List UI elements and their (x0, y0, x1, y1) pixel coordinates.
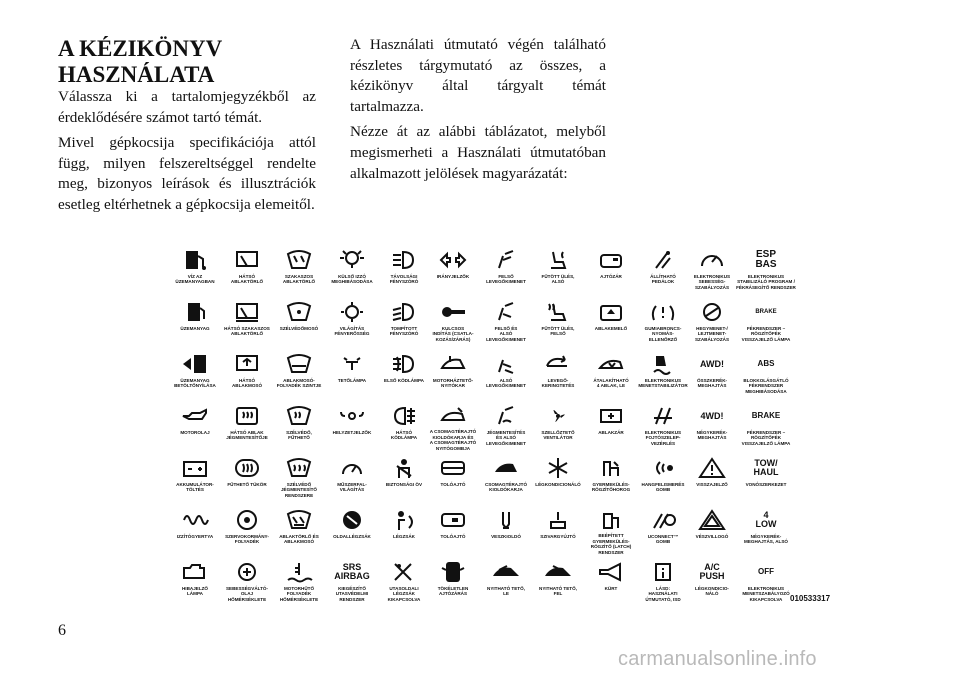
symbol-label: FELSŐ ÉS ALSÓ LEVEGŐKIMENET (486, 326, 526, 342)
symbol-label: VILÁGÍTÁS FÉNYERŐSSÉG (334, 326, 370, 337)
symbol-text: SRS AIRBAG (334, 562, 370, 581)
symbol-text: OFF (758, 567, 774, 576)
warning-symbol-icon (332, 507, 372, 533)
symbol-label: HÁTSÓ ABLAKTÖRLŐ (230, 274, 264, 285)
symbol-label: BIZTONSÁGI ÖV (385, 482, 423, 487)
symbol-label: ABLAKEMELŐ (594, 326, 628, 331)
symbol-label: ELSŐ KÖDLÁMPA (384, 378, 424, 383)
warning-symbol-icon (433, 351, 473, 377)
symbol-label: HÁTSÓ ABLAKMOSÓ (231, 378, 263, 389)
symbol-label: ELEKTRONIKUS SEBESSÉG- SZABÁLYOZÁS (693, 274, 731, 290)
warning-symbol-icon (384, 351, 424, 377)
symbol-label: TÁVOLSÁGI FÉNYSZÓRÓ (389, 274, 419, 285)
warning-symbol-icon (643, 507, 683, 533)
symbol-label: OLDALLÉGZSÁK (333, 534, 371, 539)
symbol-label: SZERVOKORMÁNY- FOLYADÉK (225, 534, 269, 545)
warning-symbol-icon (538, 247, 578, 273)
warning-symbol-icon (227, 351, 267, 377)
symbol-cell (733, 403, 799, 451)
symbol-label: SZIVARGYÚJTÓ (540, 534, 576, 539)
symbol-label: ELEKTRONIKUS FOJTÓSZELEP- VEZÉRLÉS (644, 430, 682, 446)
warning-symbol-icon (227, 247, 267, 273)
symbol-label: MOTORHŰTŐ FOLYADÉK HŐMÉRSÉKLETE (279, 586, 319, 602)
warning-symbol-icon (643, 455, 683, 481)
symbol-label: SEBESSÉGVÁLTÓ- OLAJ HŐMÉRSÉKLETE (225, 586, 269, 602)
watermark: carmanualsonline.info (618, 648, 817, 670)
warning-symbol-icon (746, 455, 786, 481)
warning-symbol-icon (433, 299, 473, 325)
symbol-text: ABS (757, 359, 775, 368)
warning-symbol-icon (486, 559, 526, 585)
warning-symbol-icon (279, 351, 319, 377)
warning-symbol-icon (591, 559, 631, 585)
warning-symbol-icon (433, 247, 473, 273)
warning-symbol-icon (279, 247, 319, 273)
page-number: 6 (58, 622, 66, 639)
symbol-label: HEGYMENET-/ LEJTMENET- SZABÁLYOZÁS (694, 326, 730, 342)
symbol-label: MOTOROLAJ (180, 430, 210, 435)
warning-symbol-icon (591, 247, 631, 273)
symbol-label: ÁLLÍTHATÓ PEDÁLOK (650, 274, 676, 285)
warning-symbol-icon (279, 403, 319, 429)
warning-symbol-icon (175, 455, 215, 481)
symbol-label: AJTÓZÁR (600, 274, 622, 279)
symbol-label: FÉKRENDSZER – RÖGZÍTŐFÉK VISSZAJELZŐ LÁMPA (741, 326, 791, 342)
warning-symbol-icon (384, 559, 424, 585)
paragraph: Nézze át az alábbi táblázatot, melyből megismerheti a Használati útmutatóban alkalmazott jelölések magyarázatát: (350, 123, 606, 182)
symbol-label: GYERMEKÜLÉS- RÖGZÍTŐHOROG (591, 482, 631, 493)
warning-symbol-icon (591, 507, 631, 532)
warning-symbol-icon (692, 507, 732, 533)
symbol-label: ÜZEMANYAG (180, 326, 210, 331)
symbol-label: TOLÓAJTÓ (440, 482, 466, 487)
symbol-label: VISSZAJELZŐ (696, 482, 728, 487)
symbol-label: FŰTÖTT ÜLÉS, FELSŐ (541, 326, 575, 337)
symbol-label: LEVEGŐ- KERINGTETÉS (541, 378, 575, 389)
warning-symbol-icon (486, 299, 526, 325)
warning-symbol-icon (538, 403, 578, 429)
warning-symbol-icon (538, 455, 578, 481)
symbol-label: TOMPÍTOTT FÉNYSZÓRÓ (389, 326, 419, 337)
warning-symbol-icon (486, 351, 526, 377)
symbol-label: AKKUMULÁTOR- TÖLTÉS (176, 482, 214, 493)
symbol-label: HELYZETJELZŐK (332, 430, 372, 435)
symbol-label: KULCSOS INDÍTÁS (CSATLA- KOZÁS/ZÁRÁS) (432, 326, 474, 342)
warning-symbol-icon (175, 299, 215, 325)
warning-symbol-icon (692, 247, 732, 273)
symbol-label: TOLÓAJTÓ (440, 534, 466, 539)
warning-symbol-icon (332, 351, 372, 377)
symbol-label: HÁTSÓ SZAKASZOS ABLAKTÖRLŐ (224, 326, 270, 337)
paragraph: Mivel gépkocsija specifikációja attól függ, milyen felszereltséggel rendelte meg, bizonyos leírások és illusztrációk esetleg eltérhetnek a gépkocsija elemeitől. (58, 134, 316, 213)
symbol-label: FÉKRENDSZER – RÖGZÍTŐFÉK VISSZAJELZŐ LÁMPA (741, 430, 791, 446)
symbol-label: HÁTSÓ KÖDLÁMPA (390, 430, 418, 441)
symbol-label: ABLAKMOSÓ- FOLYADÉK SZINTJE (276, 378, 322, 389)
symbol-label: LÁSD: HASZNÁLATI ÚTMUTATÓ, ISD (645, 586, 681, 602)
symbol-text: TOW/ HAUL (753, 458, 779, 477)
symbol-label: NYITHATÓ TETŐ, LE (487, 586, 525, 597)
symbol-label: ABLAKZÁR (598, 430, 624, 435)
right-column (350, 35, 606, 189)
warning-symbol-icon (433, 507, 473, 533)
page-heading: A KÉZIKÖNYV HASZNÁLATA (58, 36, 222, 87)
warning-symbol-icon (332, 455, 372, 481)
symbol-label: HIBAJELZŐ LÁMPA (181, 586, 209, 597)
warning-symbol-icon (591, 351, 631, 377)
warning-symbol-icon (746, 351, 786, 377)
warning-symbol-icon (643, 559, 683, 585)
symbol-label: LÉGKONDICIONÁLÓ (535, 482, 581, 487)
symbol-label: CSOMAGTÉRAJTÓ KIOLDÓKARJA (484, 482, 528, 493)
warning-symbol-icon (591, 455, 631, 481)
symbol-label: KÜRT (604, 586, 618, 591)
symbol-label: ÁTALAKÍTHATÓ 4 ABLAK, LE (593, 378, 629, 389)
symbol-label: KIEGÉSZÍTŐ UTASVÉDELMI RENDSZER (335, 586, 369, 602)
symbol-label: KÜLSŐ IZZÓ MEGHIBÁSODÁSA (331, 274, 373, 285)
warning-symbol-icon (643, 299, 683, 325)
symbol-label: IRÁNYJELZŐK (436, 274, 470, 279)
warning-symbol-icon (332, 247, 372, 273)
warning-symbol-icon (227, 559, 267, 585)
paragraph: Válassza ki a tartalomjegyzékből az érdeklődésére számot tartó témát. (58, 88, 316, 126)
warning-symbol-icon (332, 559, 372, 585)
warning-symbol-icon (746, 403, 786, 429)
warning-symbol-icon (643, 247, 683, 273)
warning-symbol-icon (433, 403, 473, 428)
symbol-text: AWD! (700, 358, 724, 369)
warning-symbol-icon (746, 559, 786, 585)
warning-symbol-icon (692, 559, 732, 585)
symbol-label: SZELLŐZTETŐ VENTILÁTOR (541, 430, 575, 441)
symbol-label: SZÉLVÉDŐ JÉGMENTESÍTŐ RENDSZERE (281, 482, 317, 498)
warning-symbol-icon (175, 403, 215, 429)
warning-symbol-icon (538, 559, 578, 585)
symbol-label: ÜZEMANYAG BETÖLTŐNYÍLÁSA (174, 378, 216, 389)
warning-symbol-icon (384, 299, 424, 325)
symbol-label: GUMIABRONCS- NYOMÁS- ELLENŐRZŐ (644, 326, 682, 342)
warning-symbol-icon (332, 403, 372, 429)
symbol-text: BRAKE (751, 411, 781, 420)
warning-symbol-icon (538, 351, 578, 377)
symbol-chart (162, 247, 802, 612)
warning-symbol-icon (591, 403, 631, 429)
warning-symbol-icon (692, 351, 732, 377)
warning-symbol-icon (538, 299, 578, 325)
symbol-label: LÉGZSÁK (393, 534, 415, 539)
warning-symbol-icon (279, 507, 319, 533)
symbol-cell (733, 351, 799, 399)
symbol-text: ESP BAS (755, 249, 777, 270)
warning-symbol-icon (227, 455, 267, 481)
symbol-text: BRAKE (755, 309, 777, 315)
symbol-label: ABLAKTÖRLŐ ÉS ABLAKMOSÓ (279, 534, 319, 545)
figure-code: 010533317 (790, 594, 831, 603)
symbol-label: NÉGYKERÉK- MEGHAJTÁS, ALSÓ (744, 534, 788, 545)
symbol-label: VÉSZVILLOGÓ (695, 534, 729, 539)
paragraph: A Használati útmutató végén található részletes tárgymutató az összes, a kézikönyv által tárgyalt témát tartalmazza. (350, 36, 606, 115)
symbol-cell (733, 247, 799, 295)
warning-symbol-icon (486, 247, 526, 273)
symbol-label: ÖSSZKERÉK- MEGHAJTÁS (696, 378, 728, 389)
symbol-label: HÁTSÓ ABLAK JÉGMENTESÍTŐJE (226, 430, 268, 441)
symbol-label: VÍZ AZ ÜZEMANYAGBAN (175, 274, 215, 285)
symbol-label: UTASOLDALI LÉGZSÁK KIKAPCSOLVA (387, 586, 421, 602)
symbol-label: ELEKTRONIKUS MENETSTABILIZÁTOR (638, 378, 688, 389)
symbol-label: FELSŐ LEVEGŐKIMENET (486, 274, 526, 285)
symbol-label: TÖKÉLETLEN AJTÓZÁRÁS (437, 586, 469, 597)
symbol-cell (733, 299, 799, 347)
symbol-label: IZZÍTÓGYERTYA (176, 534, 214, 539)
left-column (58, 87, 316, 221)
symbol-label: FŰTÖTT ÜLÉS, ALSÓ (541, 274, 575, 285)
warning-symbol-icon (175, 351, 215, 377)
symbol-cell (733, 455, 799, 503)
symbol-label: ALSÓ LEVEGŐKIMENET (486, 378, 526, 389)
symbol-label: MOTORHÁZTETŐ- NYITÓKAR (432, 378, 474, 389)
warning-symbol-icon (175, 507, 215, 533)
warning-symbol-icon (279, 299, 319, 325)
symbol-label: SZAKASZOS ABLAKTÖRLŐ (282, 274, 316, 285)
warning-symbol-icon (486, 507, 526, 533)
warning-symbol-icon (227, 299, 267, 325)
warning-symbol-icon (433, 455, 473, 481)
symbol-text: 4WD! (700, 410, 724, 421)
symbol-label: SZÉLVÉDŐ, FŰTHETŐ (286, 430, 312, 441)
symbol-label: JÉGMENTESÍTÉS ÉS ALSÓ LEVEGŐKIMENET (486, 430, 526, 446)
symbol-label: VONÓSZERKEZET (745, 482, 787, 487)
symbol-cell (733, 507, 799, 555)
symbol-label: FŰTHETŐ TÜKÖR (227, 482, 267, 487)
warning-symbol-icon (538, 507, 578, 533)
warning-symbol-icon (486, 455, 526, 481)
symbol-label: LÉGKONDICIO- NÁLÓ (695, 586, 729, 597)
symbol-label: ELEKTRONIKUS MENETSZABÁLYOZÓ KIKAPCSOLVA (742, 586, 790, 602)
symbol-text: 4 LOW (755, 510, 777, 529)
warning-symbol-icon (591, 299, 631, 325)
symbol-label: BEÉPÍTETT GYERMEKÜLÉS- RÖGZÍTŐ (LATCH) RENDSZER (590, 533, 632, 555)
symbol-label: TETŐLÁMPA (337, 378, 367, 383)
warning-symbol-icon (746, 247, 786, 273)
warning-symbol-icon (227, 507, 267, 533)
symbol-label: HANGFELISMERÉS GOMB (641, 482, 685, 493)
warning-symbol-icon (175, 247, 215, 273)
warning-symbol-icon (384, 403, 424, 429)
warning-symbol-icon (384, 247, 424, 273)
symbol-label: ELEKTRONIKUS STABILIZÁLÓ PROGRAM / FÉKRÁSEGÍTŐ RENDSZER (736, 274, 796, 290)
warning-symbol-icon (279, 559, 319, 585)
warning-symbol-icon (384, 507, 424, 533)
warning-symbol-icon (692, 403, 732, 429)
symbol-label: VESZKIOLDÓ (491, 534, 521, 539)
symbol-label: MŰSZERFAL- VILÁGÍTÁS (337, 482, 367, 493)
warning-symbol-icon (227, 403, 267, 429)
warning-symbol-icon (692, 455, 732, 481)
symbol-text: A/C PUSH (699, 562, 725, 581)
symbol-label: UCONNECT™ GOMB (647, 534, 679, 545)
warning-symbol-icon (746, 299, 786, 325)
symbol-label: NYITHATÓ TETŐ, FEL (539, 586, 577, 597)
symbol-label: BLOKKOLÁSGÁTLÓ FÉKRENDSZER MEGHIBÁSODÁSA (743, 378, 789, 394)
warning-symbol-icon (643, 403, 683, 429)
warning-symbol-icon (279, 455, 319, 481)
warning-symbol-icon (384, 455, 424, 481)
symbol-label: NÉGYKERÉK- MEGHAJTÁS (696, 430, 728, 441)
warning-symbol-icon (175, 559, 215, 585)
symbol-label: A CSOMAGTÉRAJTÓ KIOLDÓKARJA ÉS A CSOMAGTÉRAJTÓ NYITÓGOMBJA (429, 429, 477, 451)
symbol-label: SZÉLVÉDŐMOSÓ (279, 326, 319, 331)
warning-symbol-icon (746, 507, 786, 533)
warning-symbol-icon (332, 299, 372, 325)
warning-symbol-icon (643, 351, 683, 377)
warning-symbol-icon (486, 403, 526, 429)
warning-symbol-icon (433, 559, 473, 585)
warning-symbol-icon (692, 299, 732, 325)
